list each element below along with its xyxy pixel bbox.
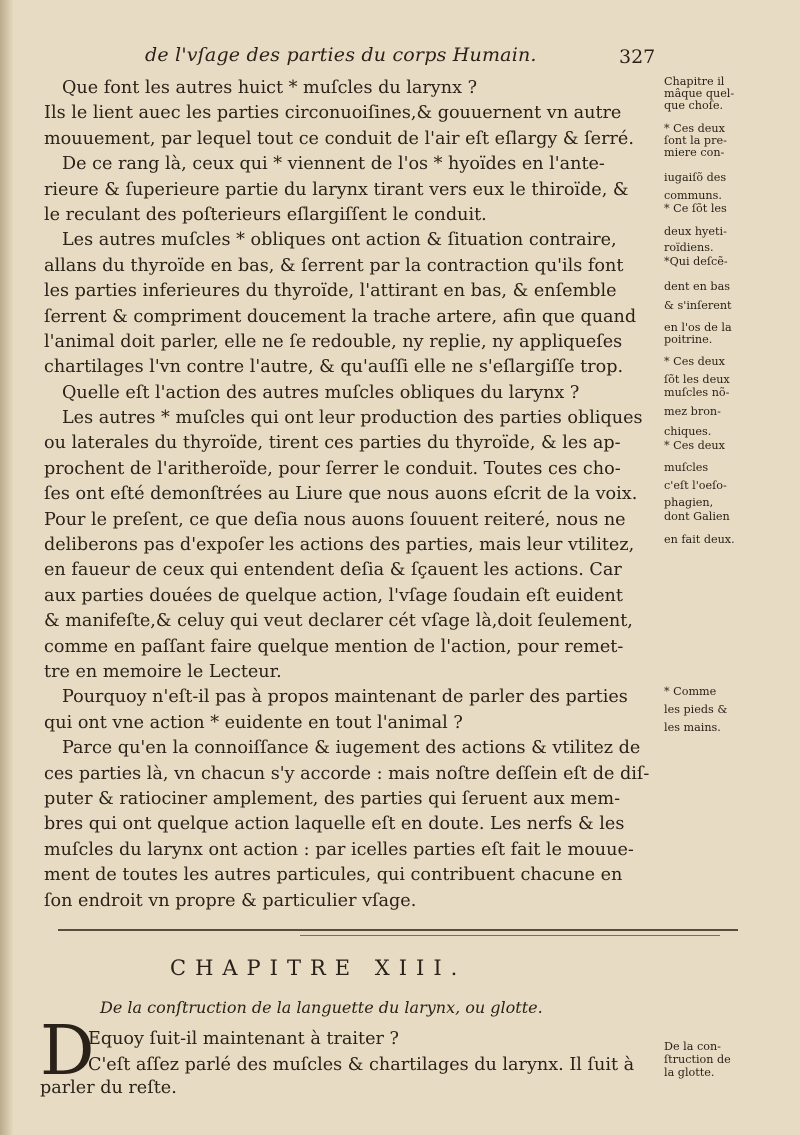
text-line: puter & ratiociner amplement, des parties qui ſeruent aux mem- (44, 788, 621, 809)
text-line: ſes ont eſté demonſtrées au Liure que nous auons eſcrit de la voix. (44, 484, 638, 505)
margin-note-line: ſont la pre- (664, 135, 727, 147)
margin-note-line: Chapitre il (664, 76, 725, 88)
margin-note-line: ſõt les deux (664, 374, 730, 386)
text-line: Les autres muſcles * obliques ont action & ſituation contraire, (62, 230, 617, 251)
chapter-subtitle: De la conſtruction de la languette du larynx, ou glotte. (100, 998, 543, 1017)
text-line: ces parties là, vn chacun s'y accorde : mais noſtre deſſein eſt de diſ- (44, 763, 650, 784)
chapter-opening-text (88, 1026, 668, 1078)
margin-note-line: les pieds & (664, 704, 728, 716)
page-number: 327 (619, 46, 656, 68)
text-line: tre en memoire le Lecteur. (44, 661, 282, 682)
text-line: l'animal doit parler, elle ne ſe redouble, ny replie, ny appliqueſes (44, 331, 623, 352)
text-line: en faueur de ceux qui entendent deſia & ſçauent les actions. Car (44, 560, 622, 581)
text-line: Quelle eſt l'action des autres muſcles obliques du larynx ? (62, 382, 580, 403)
text-line: Equoy ſuit-il maintenant à traiter ? (88, 1029, 399, 1049)
margin-note-line: phagien, (664, 497, 714, 509)
text-line: Parce qu'en la connoiſſance & iugement des actions & vtilitez de (62, 738, 641, 759)
text-line: prochent de l'aritheroïde, pour ſerrer le conduit. Toutes ces cho- (44, 458, 621, 479)
text-line: aux parties douées de quelque action, l'vſage ſoudain eſt euident (44, 585, 623, 606)
text-line: Que font les autres huict * muſcles du larynx ? (62, 78, 478, 98)
margin-note-line: miere con- (664, 147, 725, 159)
margin-note-line: communs. (664, 190, 722, 202)
text-line: rieure & ſuperieure partie du larynx tirant vers eux le thiroïde, & (44, 179, 629, 200)
text-line: mouuement, par lequel tout ce conduit de l'air eſt eſlargy & ſerré. (44, 128, 634, 149)
text-line: comme en paſſant faire quelque mention de l'action, pour remet- (44, 636, 624, 657)
text-line: Ils le lient auec les parties circonuoiſines,& gouuernent vn autre (44, 103, 622, 124)
text-line: le reculant des poſterieurs eſlargiſſent le conduit. (44, 204, 487, 225)
margin-note-line: dent en bas (664, 281, 730, 293)
margin-note-line: les mains. (664, 722, 721, 734)
margin-note-line: De la con- (664, 1040, 721, 1053)
margin-note-line: c'eſt l'oeſo- (664, 480, 727, 492)
text-line: qui ont vne action * euidente en tout l'animal ? (44, 712, 463, 733)
text-line: ou laterales du thyroïde, tirent ces parties du thyroïde, & les ap- (44, 433, 621, 454)
margin-note-line: muſcles (664, 462, 709, 474)
main-text-block (44, 76, 664, 914)
text-line: Les autres * muſcles qui ont leur production des parties obliques (62, 408, 643, 429)
margin-note-line: que choſe. (664, 100, 724, 112)
text-line: parler du reſte. (40, 1078, 177, 1098)
text-line: allans du thyroïde en bas, & ſerrent par la contraction qu'ils font (44, 255, 624, 276)
margin-note-line: roïdiens. (664, 242, 714, 254)
text-line: C'eſt aſſez parlé des muſcles & chartilages du larynx. Il ſuit à (88, 1055, 635, 1075)
text-line: & manifeſte,& celuy qui veut declarer cét vſage là,doit ſeulement, (44, 611, 633, 632)
section-divider-thin (300, 935, 720, 936)
margin-note-line: poitrine. (664, 334, 713, 346)
margin-note-line: *Qui deſcẽ- (664, 256, 728, 268)
margin-note-line: * Ce ſõt les (664, 203, 727, 215)
margin-note-line: & s'inſerent (664, 300, 732, 312)
margin-note-line: mâque quel- (664, 88, 735, 100)
margin-note-line: la glotte. (664, 1066, 715, 1079)
margin-note-line: dont Galien (664, 511, 730, 523)
running-title: de l'vſage des parties du corps Humain. (145, 44, 537, 66)
chapter-margin-note (664, 1040, 731, 1079)
drop-cap: D (40, 1012, 95, 1091)
text-line: ment de toutes les autres particules, qui contribuent chacune en (44, 865, 623, 886)
section-divider (58, 929, 738, 931)
margin-note-line: en fait deux. (664, 534, 735, 546)
margin-note-line: * Ces deux (664, 123, 725, 135)
text-line: Pourquoy n'eſt-il pas à propos maintenant de parler des parties (62, 687, 628, 708)
page-gutter-shadow (0, 0, 14, 1135)
margin-note-line: deux hyeti- (664, 226, 727, 238)
margin-note-line: mez bron- (664, 406, 721, 418)
text-line: muſcles du larynx ont action : par icelles parties eſt fait le mouue- (44, 839, 634, 860)
margin-note-line: en l'os de la (664, 322, 732, 334)
margin-note-line: muſcles nõ- (664, 387, 730, 399)
margin-note-line: * Comme (664, 686, 717, 698)
margin-note-line: chiques. (664, 426, 712, 438)
margin-note-line: * Ces deux (664, 356, 725, 368)
chapter-heading: CHAPITRE XIII. (170, 956, 467, 980)
text-line: bres qui ont quelque action laquelle eſt en doute. Les nerfs & les (44, 814, 625, 835)
text-line: ſon endroit vn propre & particulier vſage. (44, 890, 417, 911)
margin-note-line: ſtruction de (664, 1053, 731, 1066)
margin-note-line: iugaiſõ des (664, 172, 727, 184)
text-line: De ce rang là, ceux qui * viennent de l'os * hyoïdes en l'ante- (62, 154, 605, 175)
margin-note-line: * Ces deux (664, 440, 725, 452)
text-line: Pour le preſent, ce que deſia nous auons ſouuent reiteré, nous ne (44, 509, 626, 530)
text-line: ſerrent & compriment doucement la trache artere, afin que quand (44, 306, 637, 327)
text-line: deliberons pas d'expoſer les actions des parties, mais leur vtilitez, (44, 535, 635, 556)
text-line: les parties inferieures du thyroïde, l'attirant en bas, & enſemble (44, 281, 617, 302)
text-line: chartilages l'vn contre l'autre, & qu'auſſi elle ne s'eſlargiſſe trop. (44, 357, 624, 378)
